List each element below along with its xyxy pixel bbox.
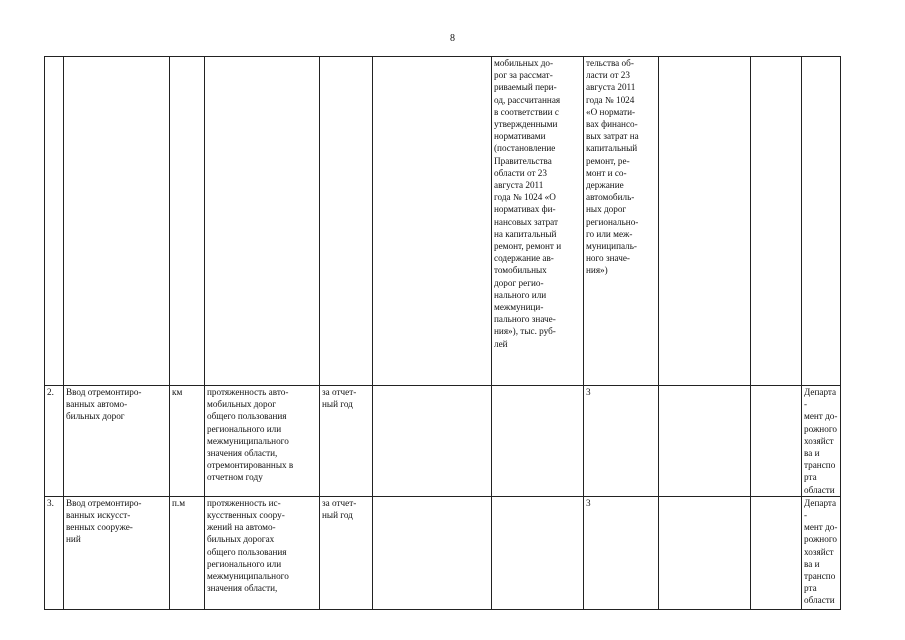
- calculation-method-cell: [492, 496, 584, 609]
- col10-cell: [751, 57, 802, 386]
- period-cell: за отчет- ный год: [320, 496, 373, 609]
- indicator-name: [64, 57, 170, 386]
- indicator-name: Ввод отремонтиро- ванных искусст- венных сооруже- ний: [64, 496, 170, 609]
- department-cell: [802, 57, 841, 386]
- calculation-method-cell: [492, 386, 584, 497]
- table-row: [45, 57, 841, 386]
- col9-cell: [659, 386, 751, 497]
- department-cell: Департа- мент до- рожного хозяйства и транспорта области: [802, 386, 841, 497]
- unit-cell: п.м: [170, 496, 205, 609]
- calculation-method-cell: мобильных до- рог за рассмат- риваемый пери- од, рассчитанная в соответствии с утвержденными нормативами (постановление Правительства области от 23 августа 2011 года № 1024 «О нормативах фи- нансовых затрат на капитальный ремонт, ремонт и содержание ав- томобильных дорог регио- нального или межмуници- пального значе- ния»), тыс. руб- лей: [492, 57, 584, 386]
- unit-cell: [170, 57, 205, 386]
- col6-cell: [373, 496, 492, 609]
- row-number: [45, 57, 64, 386]
- period-cell: [320, 57, 373, 386]
- col9-cell: [659, 496, 751, 609]
- col6-cell: [373, 386, 492, 497]
- col6-cell: [373, 57, 492, 386]
- indicators-table: [44, 56, 841, 610]
- table-row: [45, 386, 841, 497]
- definition-cell: протяженность авто- мобильных дорог общего пользования регионального или межмуниципального значения области, отремонтированных в отчетном году: [205, 386, 320, 497]
- row-number: 3.: [45, 496, 64, 609]
- definition-cell: протяженность ис- кусственных соору- жений на автомо- бильных дорогах общего пользования регионального или межмуниципального значения области,: [205, 496, 320, 609]
- row-number: 2.: [45, 386, 64, 497]
- department-cell: Департа- мент до- рожного хозяйства и транспорта области: [802, 496, 841, 609]
- page-number: 8: [450, 33, 455, 44]
- col10-cell: [751, 386, 802, 497]
- table-row: [45, 496, 841, 609]
- col9-cell: [659, 57, 751, 386]
- source-cell: тельства об- ласти от 23 августа 2011 года № 1024 «О нормати- вах финансо- вых затрат на капитальный ремонт, ре- монт и со- держание автомобиль- ных дорог регионально- го или меж- муниципаль- ного значе- ния»): [584, 57, 659, 386]
- indicator-name: Ввод отремонтиро- ванных автомо- бильных дорог: [64, 386, 170, 497]
- source-cell: 3: [584, 386, 659, 497]
- col10-cell: [751, 496, 802, 609]
- period-cell: за отчет- ный год: [320, 386, 373, 497]
- source-cell: 3: [584, 496, 659, 609]
- unit-cell: км: [170, 386, 205, 497]
- definition-cell: [205, 57, 320, 386]
